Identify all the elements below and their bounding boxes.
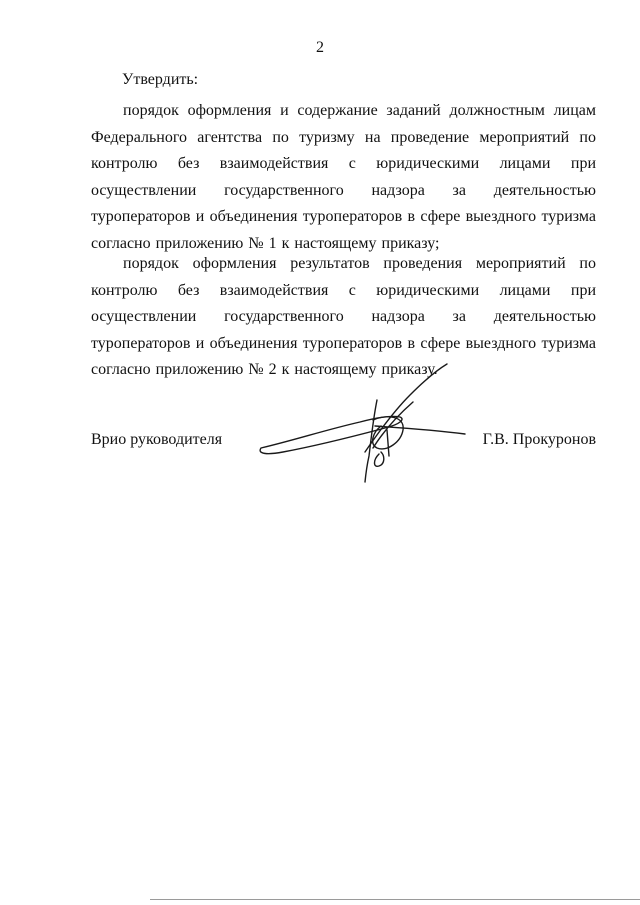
- bottom-edge-line: [150, 899, 640, 900]
- page-number: 2: [316, 39, 324, 56]
- approve-heading: Утвердить:: [122, 71, 199, 88]
- handwritten-signature: [255, 360, 470, 485]
- signer-name: Г.В. Прокуронов: [482, 431, 596, 448]
- paragraph-procedure-tasks: порядок оформления и содержание заданий должностным лицам Федерального агентства по туризму на проведение мероприятий по контролю без взаимодействия с юридическими лицами при осуществлении государственного надзора за деятельностью туроператоров и объединения туроператоров в сфере выездного туризма согласно приложению № 1 к настоящему приказу;: [91, 102, 596, 252]
- paragraph-procedure-results: порядок оформления результатов проведения мероприятий по контролю без взаимодействия с юридическими лицами при осуществлении государственного надзора за деятельностью туроператоров и объединения туроператоров в сфере выездного туризма согласно приложению № 2 к настоящему приказу.: [91, 255, 596, 378]
- signer-title: Врио руководителя: [91, 431, 223, 448]
